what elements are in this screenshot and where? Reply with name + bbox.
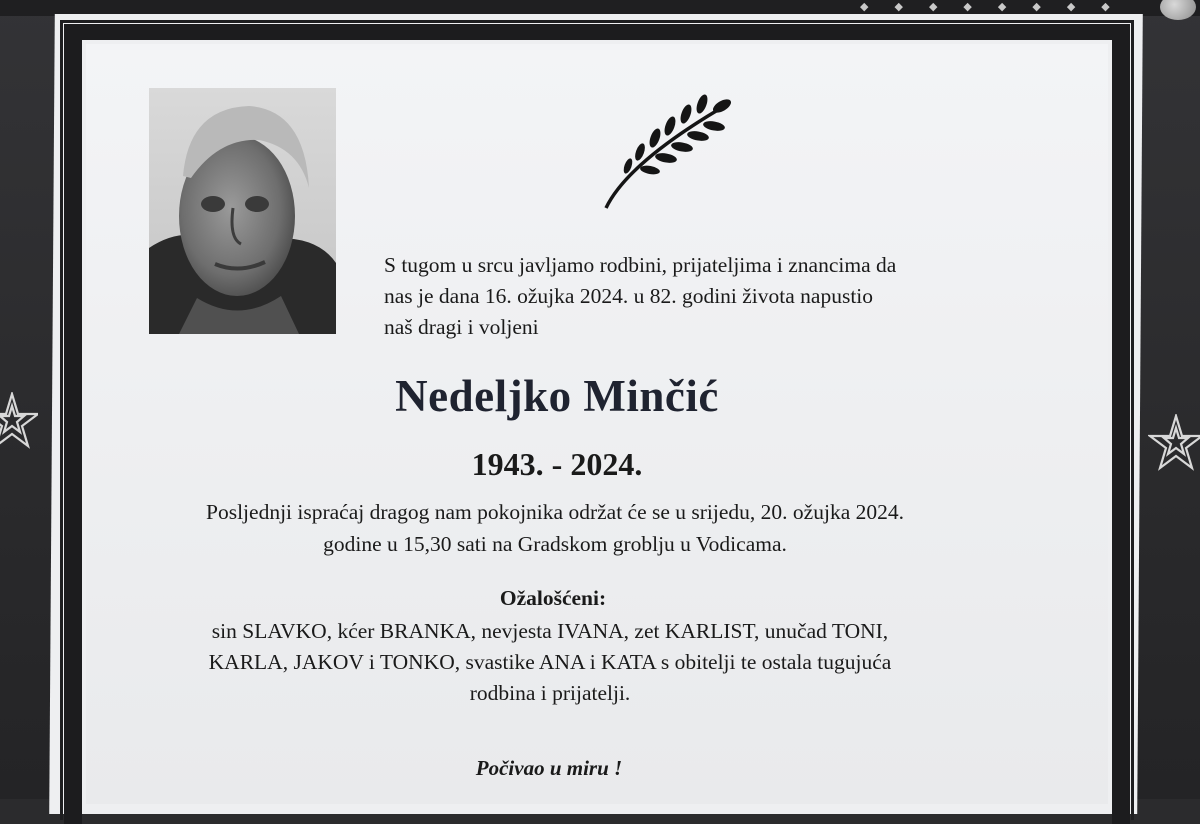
mourners-line: rodbina i prijatelji. xyxy=(469,681,631,705)
mourners-list xyxy=(0,616,1100,709)
intro-line: naš dragi i voljeni xyxy=(384,315,539,339)
life-years: 1943. - 2024. xyxy=(471,446,643,482)
portrait-photo xyxy=(149,88,336,334)
deceased-name: Nedeljko Minčić xyxy=(395,371,719,421)
intro-line: nas je dana 16. ožujka 2024. u 82. godini života napustio xyxy=(384,284,874,308)
ornament-icon: ◆ xyxy=(963,0,972,13)
mourners-line: KARLA, JAKOV i TONKO, svastike ANA i KATA s obitelji te ostala tugujuća xyxy=(208,650,892,674)
funeral-line: Posljednji ispraćaj dragog nam pokojnika održat će se u srijedu, 20. ožujka 2024. xyxy=(206,500,904,524)
funeral-line: godine u 15,30 sati na Gradskom groblju u Vodicama. xyxy=(323,532,787,556)
ornament-icon: ◆ xyxy=(860,0,869,13)
ornament-icon: ◆ xyxy=(928,0,938,13)
olive-branch-icon xyxy=(598,92,738,212)
intro-line: S tugom u srcu javljamo rodbini, prijateljima i znancima da xyxy=(384,253,897,277)
star-ornament-icon xyxy=(1148,414,1200,484)
ornament-icon: ◆ xyxy=(1066,0,1076,13)
ornament-icon: ◆ xyxy=(894,0,903,13)
ornament-icon: ◆ xyxy=(1101,0,1110,13)
mourners-line: sin SLAVKO, kćer BRANKA, nevjesta IVANA, zet KARLIST, unučad TONI, xyxy=(211,619,889,643)
announcement-intro xyxy=(384,250,1004,343)
closing-phrase: Počivao u miru ! xyxy=(475,756,623,780)
ornament-icon: ◆ xyxy=(1032,0,1041,13)
funeral-details xyxy=(0,496,1110,560)
mourners-heading: Ožalošćeni: xyxy=(499,586,607,610)
ornament-icon: ◆ xyxy=(997,0,1007,13)
